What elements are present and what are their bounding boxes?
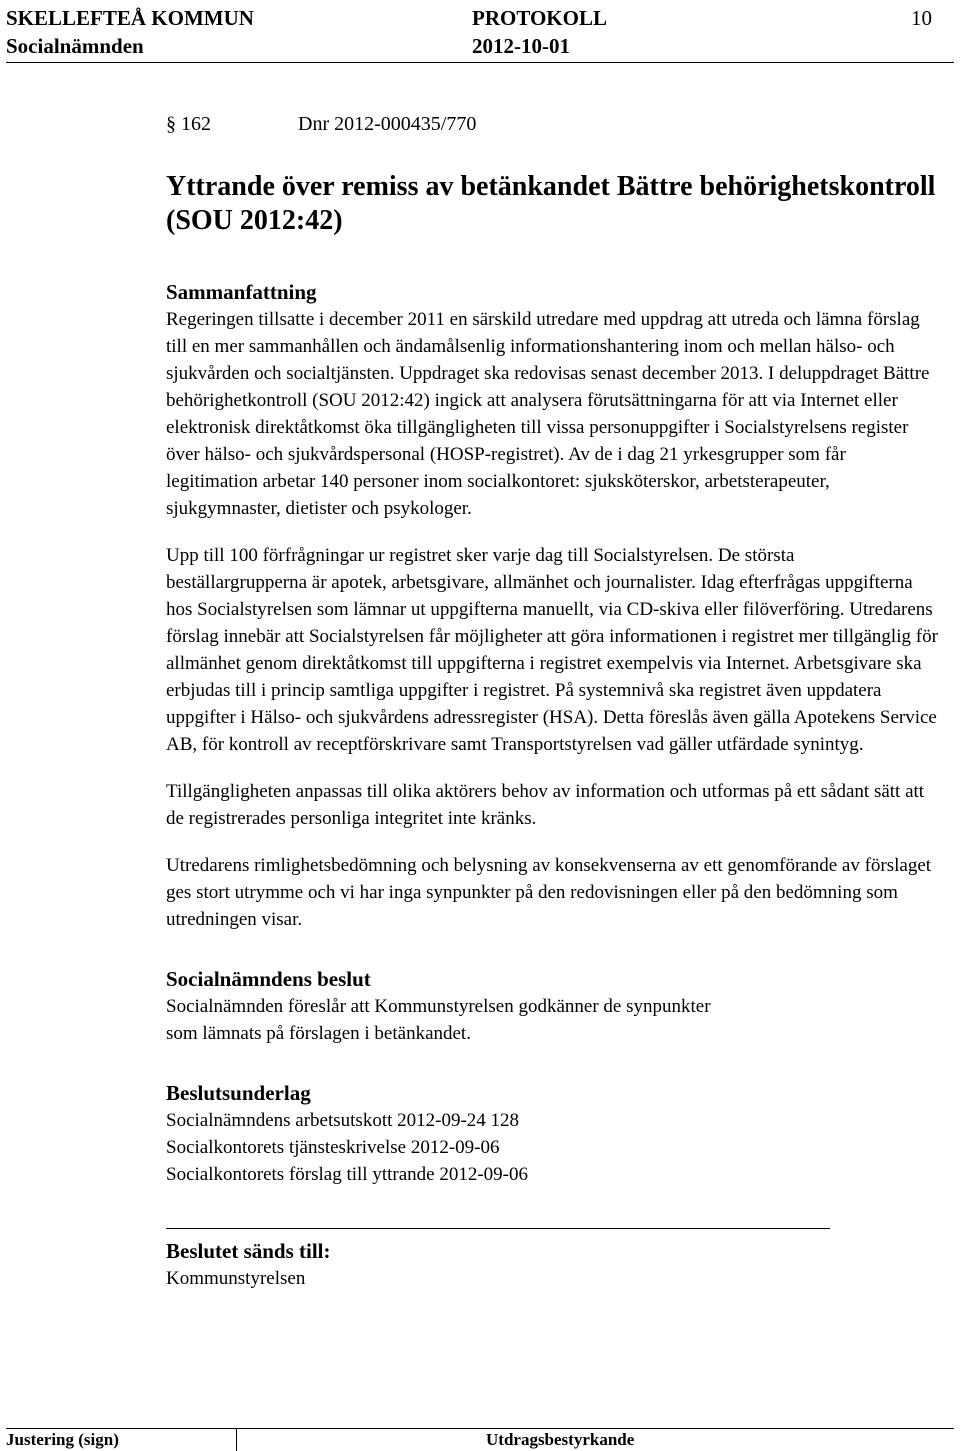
- summary-paragraph-3: Tillgängligheten anpassas till olika aktörers behov av information och utformas på ett sådant sätt att de registrerades personliga integritet inte kränks.: [166, 781, 925, 829]
- sent-to-heading: Beslutet sänds till:: [166, 1239, 331, 1263]
- decision-line-1: Socialnämnden föreslår att Kommunstyrelsen godkänner de synpunkter: [166, 996, 711, 1017]
- summary-paragraph-2: Upp till 100 förfrågningar ur registret sker varje dag till Socialstyrelsen. De största beställargrupperna är apotek, arbetsgivare, allmänhet och journalister. Idag efterfrågas uppgifterna hos Socialstyrelsen som lämnar ut uppgifterna manuellt, via CD-skiva eller filöverföring. Utredarens förslag innebär att Socialstyrelsen får möjligheter att göra informationen i registret mer tillgänglig för allmänhet genom direktåtkomst till uppgifterna i registret exempelvis via Internet. Arbetsgivare ska erbjudas till i princip samtliga uppgifter i registret. På systemnivå ska registret även uppdatera uppgifter i Hälso- och sjukvårdens adressregister (HSA). Detta föreslås även gälla Apotekens Service AB, för kontroll av receptförskrivare samt Transportstyrelsen vad gäller utfärdade synintyg.: [166, 545, 938, 755]
- basis-item: Socialkontorets tjänsteskrivelse 2012-09-06: [166, 1137, 500, 1158]
- basis-item: Socialnämndens arbetsutskott 2012-09-24 128: [166, 1110, 520, 1131]
- meeting-date: 2012-10-01: [472, 34, 570, 58]
- summary-paragraph-1: Regeringen tillsatte i december 2011 en särskild utredare med uppdrag att utreda och lämna förslag till en mer sammanhållen och ändamålsenlig informationshantering inom och mellan hälso- och sjukvården och socialtjänsten. Uppdraget ska redovisas senast december 2013. I deluppdraget Bättre behörighetkontroll (SOU 2012:42) ingick att analysera förutsättningarna för att via Internet eller elektronisk direktåtkomst öka tillgängligheten till vissa personuppgifter i Socialstyrelsens register över hälso- och sjukvårdspersonal (HOSP-registret). Av de i dag 21 yrkesgrupper som får legitimation arbetar 140 personer inom socialkontoret: sjuksköterskor, arbetsterapeuter, sjukgymnaster, dietister och psykologer.: [166, 309, 930, 519]
- document-type: PROTOKOLL: [472, 6, 607, 30]
- summary-heading: Sammanfattning: [166, 280, 317, 304]
- signature-divider: [166, 1228, 830, 1229]
- decision-section: [166, 965, 940, 1047]
- footer-separator: [236, 1429, 237, 1451]
- case-reference: [166, 110, 940, 138]
- justering-label: Justering (sign): [6, 1430, 119, 1449]
- item-title: Yttrande över remiss av betänkandet Bättre behörighetskontroll (SOU 2012:42): [166, 171, 936, 236]
- basis-item: Socialkontorets förslag till yttrande 2012-09-06: [166, 1164, 528, 1185]
- page-footer: [6, 1429, 954, 1451]
- page-header: [6, 4, 940, 60]
- paragraph-number: § 162: [166, 113, 211, 135]
- municipality-name: SKELLEFTEÅ KOMMUN: [6, 6, 254, 30]
- committee-name: Socialnämnden: [6, 34, 144, 58]
- basis-heading: Beslutsunderlag: [166, 1081, 311, 1105]
- header-divider: [6, 62, 954, 63]
- summary-paragraph-4: Utredarens rimlighetsbedömning och belysning av konsekvenserna av ett genomförande av förslaget ges stort utrymme och vi har inga synpunkter på den redovisningen eller på den bedömning som utredningen visar.: [166, 855, 932, 930]
- protocol-body: [166, 110, 940, 1292]
- sent-to-recipient: Kommunstyrelsen: [166, 1268, 306, 1289]
- header-row-1: [6, 4, 940, 32]
- decision-heading: Socialnämndens beslut: [166, 967, 371, 991]
- sent-to-section: [166, 1237, 940, 1292]
- utdragsbestyrkande-label: Utdragsbestyrkande: [486, 1430, 635, 1449]
- case-dnr: Dnr 2012-000435/770: [298, 113, 477, 135]
- header-row-2: [6, 32, 940, 60]
- summary-section: [166, 278, 940, 933]
- basis-section: [166, 1079, 940, 1188]
- page-number: 10: [911, 6, 932, 30]
- decision-line-2: som lämnats på förslagen i betänkandet.: [166, 1023, 471, 1044]
